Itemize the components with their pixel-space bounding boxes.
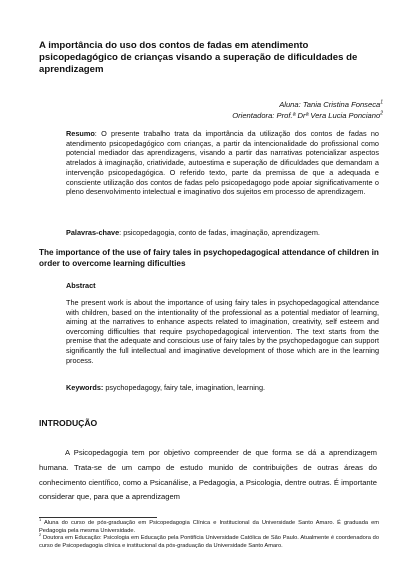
section-heading: INTRODUÇÃO xyxy=(39,418,98,428)
author-line xyxy=(232,99,383,110)
advisor-footnote-mark: 2 xyxy=(380,110,383,117)
body-paragraph-text: A Psicopedagogia tem por objetivo compreender de que forma se dá a aprendizagem humana. Trata-se de um campo de estudo munido de contribuições de outras áreas do conhecimento científico, como a Psicanálise, a Pedagogia, a Psicologia, dentre outras. É importante considerar que, para que a aprendizagem xyxy=(39,448,377,502)
paper-title-portuguese: A importância do uso dos contos de fadas em atendimento psicopedagógico de crianças visando a superação de dificuldades de aprendizagem xyxy=(39,40,358,76)
palavras-chave-text: : psicopedagogia, conto de fadas, imaginação, aprendizagem. xyxy=(119,228,320,237)
resumo-text: : O presente trabalho trata da importância da utilização dos contos de fadas no atendimento psicopedagógico com crianças, a partir da intencionalidade do profissional como potencial mediador das aprendizagens, visando a partir das narrativas potencializar aspectos atrelados à imaginação, criatividade, autoestima e superação de dificuldades que demandam a intervenção psicopedagógica. O referido texto, parte da premissa de que a adequada e consciente utilização dos contos de fadas pelo psicopedagogo pode apoiar significativamente o pleno desenvolvimento intelectual e imaginativo dos sujeitos em processo de aprendizagem. xyxy=(66,129,379,197)
keywords-text: psychopedagogy, fairy tale, imagination, learning. xyxy=(103,383,266,392)
paper-title-english: The importance of the use of fairy tales in psychopedagogical attendance of children in order to overcome learning dificulties xyxy=(39,248,379,268)
keywords-label: Keywords: xyxy=(66,383,104,392)
footnote-divider xyxy=(39,517,157,518)
author-footnote-mark: 1 xyxy=(380,99,383,106)
footnote-mark: 2 xyxy=(39,532,42,538)
footnote-item xyxy=(39,517,379,535)
advisor-line xyxy=(232,110,383,121)
palavras-chave-line xyxy=(66,228,379,238)
footnote-text: Doutora em Educação: Psicologia em Educação pela Pontifícia Universidade Católica de São Paulo. Atualmente é coordenadora do curso de Psicopedagogia clínica e institucional da pós-graduação da Universidade Santo Amaro. xyxy=(39,535,379,550)
abstract-paragraph: The present work is about the importance of using fairy tales in psychopedagogical attendance with children, based on the intentionality of the professional as a potential mediator of learning, aiming at the narratives to enhance aspects related to imagination, creativity, self esteem and overcoming difficulties that require psychopedagogical intervention. The text starts from the premise that the adequate and conscious use of fairy tales by the psychopedagogue can support significantly the full intellectual and imaginative development of those which are in the learning process. xyxy=(66,298,379,365)
footnote-item xyxy=(39,532,379,550)
abstract-heading: Abstract xyxy=(66,281,96,290)
resumo-label: Resumo xyxy=(66,129,95,138)
body-paragraph xyxy=(39,446,377,505)
author-name: Aluna: Tania Cristina Fonseca xyxy=(279,100,381,109)
footnote-text: Aluna do curso de pós-graduação em Psicopedagogia Clínica e Institucional da Universidade Santo Amaro. É graduada em Pedagogia pela mesma Universidade. xyxy=(39,520,379,534)
palavras-chave-label: Palavras-chave xyxy=(66,228,120,237)
keywords-line xyxy=(66,383,379,393)
footnote-mark: 1 xyxy=(39,517,42,523)
resumo-paragraph xyxy=(66,129,379,197)
advisor-name: Orientadora: Prof.ª Drª Vera Lucia Ponciano xyxy=(232,111,381,120)
author-block xyxy=(232,99,383,121)
footnotes xyxy=(39,517,379,551)
